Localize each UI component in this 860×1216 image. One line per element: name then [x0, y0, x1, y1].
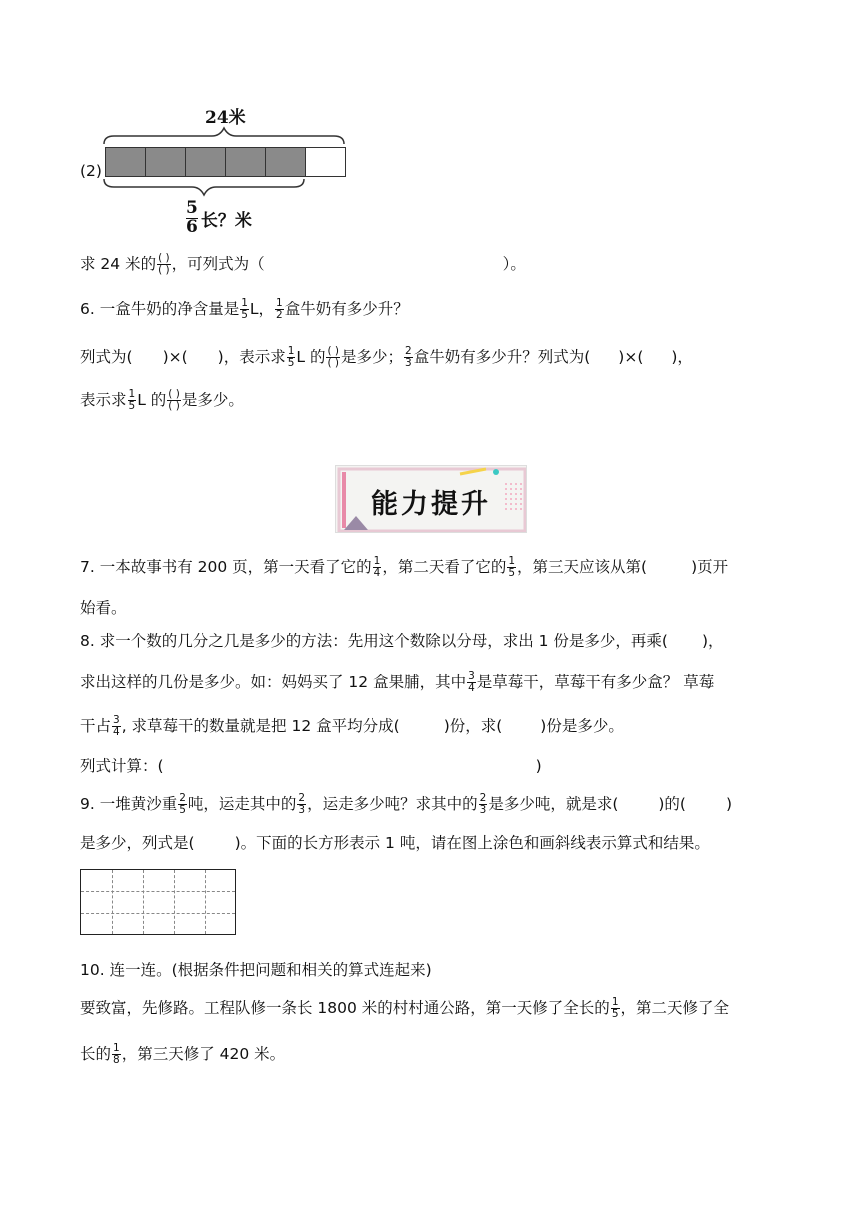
diagram-fraction: [186, 200, 198, 237]
q10-line-3: 长的 $\frac{1}{8}$ ，第三天修了 420 米。: [80, 1041, 286, 1066]
q5-text: ，可列式为（: [171, 255, 265, 273]
bar-segment-empty: [305, 147, 346, 177]
fraction: $\frac{1}{4}$: [373, 554, 381, 579]
fraction-denominator: 6: [186, 216, 198, 237]
grid-line: [143, 870, 144, 934]
q10-line-1: 10. 连一连。(根据条件把问题和相关的算式连起来): [80, 961, 432, 979]
q7-line-2: 始看。: [80, 599, 127, 617]
q10-line-2: 要致富，先修路。工程队修一条长 1800 米的村村通公路，第一天修了全长的 $\frac{1}{5}$ ，第二天修了全: [80, 995, 730, 1020]
fraction: $\frac{1}{5}$: [508, 554, 516, 579]
fraction: $\frac{1}{5}$: [287, 344, 295, 369]
q8-line-3: 干占 $\frac{3}{4}$ , 求草莓干的数量就是把 12 盒平均分成( )份，求( )份是多少。: [80, 713, 624, 738]
bar-segment-filled: [265, 147, 306, 177]
fraction: $\frac{1}{5}$: [241, 296, 248, 321]
top-brace: [100, 124, 350, 146]
grid-line: [174, 870, 175, 934]
fraction: $\frac{2}{3}$: [479, 791, 487, 816]
grid-line: [205, 870, 206, 934]
q8-line-1: 8. 求一个数的几分之几是多少的方法：先用这个数除以分母，求出 1 份是多少，再乘( )，: [80, 632, 724, 650]
section-banner: [335, 465, 527, 533]
grid-line: [81, 891, 235, 892]
fraction: $\frac{3}{4}$: [113, 713, 120, 738]
fraction-numerator: 5: [186, 198, 198, 218]
q8-line-2: 求出这样的几份是多少。如：妈妈买了 12 盒果脯，其中 $\frac{3}{4}$ 是草莓干，草莓干有多少盒？ 草莓: [80, 669, 715, 694]
diagram-bottom-label: [186, 200, 252, 237]
fraction: $\frac{1}{5}$: [128, 387, 136, 412]
q9-line-1: 9. 一堆黄沙重 $\frac{2}{5}$ 吨，运走其中的 $\frac{2}{3}$ ，运走多少吨？求其中的 $\frac{2}{3}$ 是多少吨，就是求( )的( ): [80, 791, 733, 816]
bar-segment-filled: [145, 147, 186, 177]
grid-line: [112, 870, 113, 934]
q5-text: ）。: [502, 255, 526, 273]
one-ton-rectangle[interactable]: [80, 869, 236, 935]
bar-segment-filled: [225, 147, 266, 177]
q6-line-2: 列式为( )×( )，表示求 $\frac{1}{5}$ L 的 $\frac{( )}{( )}$ 是多少； $\frac{2}{3}$ 盒牛奶有多少升？列式为( )×( )，: [80, 344, 693, 369]
diagram-top-label: 24米: [205, 108, 246, 128]
q5-line: [80, 252, 526, 276]
fraction: $\frac{( )}{( )}$: [168, 387, 180, 412]
bottom-brace: [100, 177, 315, 199]
q7-line-1: 7. 一本故事书有 200 页，第一天看了它的 $\frac{1}{4}$ ，第二天看了它的 $\frac{1}{5}$ ，第三天应该从第( )页开: [80, 554, 729, 579]
fraction: $\frac{3}{4}$: [468, 669, 475, 694]
fraction: $\frac{1}{5}$: [611, 995, 619, 1020]
fraction: $\frac{2}{5}$: [179, 791, 186, 816]
fraction: $\frac{1}{8}$: [113, 1041, 120, 1066]
q6-line-3: 表示求 $\frac{1}{5}$ L 的 $\frac{( )}{( )}$ 是多少。: [80, 387, 244, 412]
fraction: $\frac{2}{3}$: [405, 344, 412, 369]
diagram-bottom-text: 长？米: [200, 210, 252, 231]
bar-segment-filled: [185, 147, 226, 177]
fraction: $\frac{( )}{( )}$: [158, 251, 170, 276]
fraction: $\frac{2}{3}$: [298, 791, 306, 816]
fraction: $\frac{( )}{( )}$: [327, 344, 340, 369]
q5-text: 求 24 米的: [80, 255, 157, 273]
banner-title: 能力提升: [371, 489, 491, 520]
grid-line: [81, 913, 235, 914]
q6-line-1: 6. 一盒牛奶的净含量是 $\frac{1}{5}$ L， $\frac{1}{2}$ 盒牛奶有多少升？: [80, 296, 409, 321]
q9-line-2: 是多少，列式是( )。下面的长方形表示 1 吨，请在图上涂色和画斜线表示算式和结果。: [80, 834, 710, 852]
q8-line-4: 列式计算：( ): [80, 757, 542, 775]
diagram-item-label: (2): [80, 162, 102, 180]
fraction: $\frac{1}{2}$: [276, 296, 283, 321]
bar-segment-filled: [105, 147, 146, 177]
